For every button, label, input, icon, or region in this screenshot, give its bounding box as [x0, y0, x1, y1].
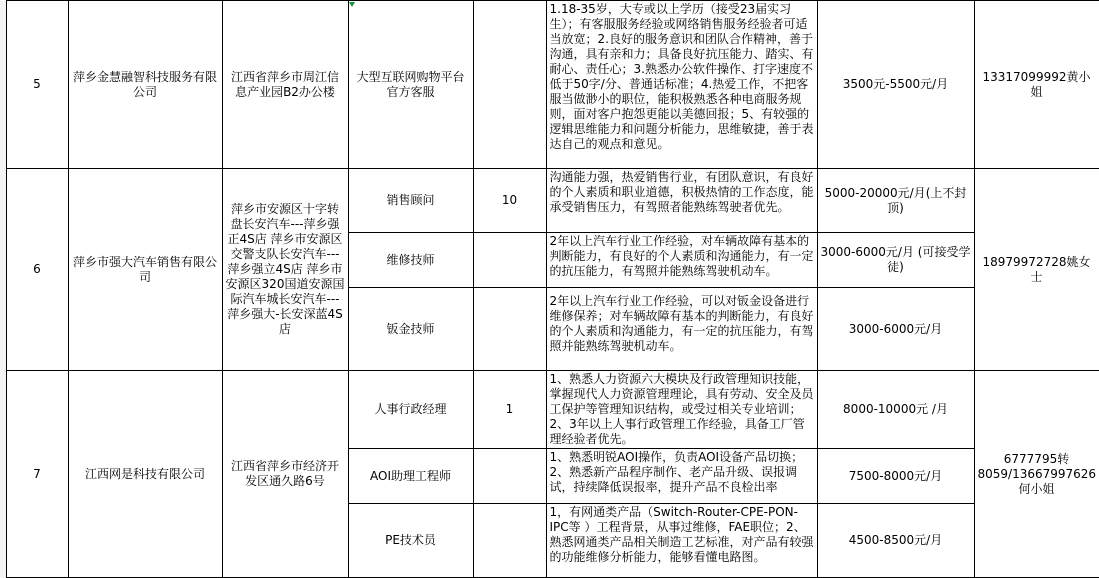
job-count-cell[interactable]	[473, 288, 546, 371]
requirement-text: 2年以上汽车行业工作经验，可以对钣金设备进行维修保养；对车辆故障有基本的判断能力，有良好的个人素质和沟通能力，有一定的抗压能力，有驾照并能熟练驾驶机动车。	[549, 294, 814, 353]
job-title-cell[interactable]: 维修技师	[348, 233, 473, 288]
company-cell[interactable]: 萍乡金慧融智科技服务有限公司	[68, 1, 222, 169]
table-row	[0, 371, 1099, 449]
requirement-cell[interactable]	[546, 371, 817, 449]
contact-cell[interactable]: 13317099992黄小姐	[974, 1, 1099, 169]
salary-cell[interactable]: 4500-8500元/月	[817, 504, 974, 578]
table-row	[0, 1, 1099, 169]
row-number-cell[interactable]: 5	[6, 1, 68, 169]
job-title-cell[interactable]: 钣金技师	[348, 288, 473, 371]
salary-cell[interactable]: 3000-6000元/月 (可接受学徒)	[817, 233, 974, 288]
salary-cell[interactable]: 8000-10000元 /月	[817, 371, 974, 449]
requirement-text: 2年以上汽车行业工作经验，对车辆故障有基本的判断能力，有良好的个人素质和沟通能力，有一定的抗压能力，有驾照并能熟练驾驶机动车。	[549, 233, 814, 278]
requirement-cell[interactable]	[546, 288, 817, 371]
job-count-cell[interactable]	[473, 504, 546, 578]
contact-cell[interactable]: 18979972728姚女士	[974, 169, 1099, 371]
salary-cell[interactable]: 7500-8000元/月	[817, 449, 974, 504]
requirement-cell[interactable]	[546, 169, 817, 233]
requirement-text: 1，有网通类产品（Switch-Router-CPE-PON-IPC等 ）工程背景，从事过维修，FAE职位；2、熟悉网通类产品相关制造工艺标准，对产品有较强的功能维修分析能力，能够看懂电路图。	[549, 504, 814, 564]
company-cell[interactable]: 江西网是科技有限公司	[68, 371, 222, 578]
requirement-text: 1.18-35岁，大专或以上学历（接受23届实习生）；有客服服务经验或网络销售服务经验者可适当放宽；2.良好的服务意识和团队合作精神，善于沟通，具有亲和力；具备良好抗压能力、踏实、有耐心、责任心；3.熟悉办公软件操作、打字速度不低于50字/分、普通话标准；4.热爱工作，不把客服当做渺小的职位，能积极熟悉各种电商服务规则，面对客户抱怨更能以美德回报；5、有较强的逻辑思维能力和问题分析能力，思维敏捷，善于表达自己的观点和意见。	[549, 1, 814, 151]
job-count-cell[interactable]	[473, 233, 546, 288]
job-count-cell[interactable]: 1	[473, 371, 546, 449]
address-cell[interactable]: 萍乡市安源区十字转盘长安汽车---萍乡强正4S店 萍乡市安源区交警支队长安汽车---萍乡强立4S店 萍乡市安源区320国道安源国际汽车城长安汽车---萍乡强大-长安深蓝4S店	[222, 169, 348, 371]
cell-comment-indicator-icon	[349, 2, 355, 7]
address-cell[interactable]: 江西省萍乡市经济开发区通久路6号	[222, 371, 348, 578]
row-number-cell[interactable]: 6	[6, 169, 68, 371]
job-count-cell[interactable]: 10	[473, 169, 546, 233]
requirement-text: 1、熟悉明锐AOI操作，负责AOI设备产品切换；2、熟悉新产品程序制作、老产品升级、误报调试，持续降低误报率，提升产品不良检出率	[549, 449, 804, 494]
company-cell[interactable]: 萍乡市强大汽车销售有限公司	[68, 169, 222, 371]
requirement-text: 1、熟悉人力资源六大模块及行政管理知识技能，掌握现代人力资源管理理论，具有劳动、安全及员工保护等管理知识结构，或受过相关专业培训；2、3年以上人事行政管理工作经验，具备工厂管理经验者优先。	[549, 371, 814, 446]
requirement-cell[interactable]	[546, 449, 817, 504]
job-title-cell[interactable]: AOI助理工程师	[348, 449, 473, 504]
table-row	[0, 169, 1099, 233]
salary-cell[interactable]: 3500元-5500元/月	[817, 1, 974, 169]
address-cell[interactable]: 江西省萍乡市周江信息产业园B2办公楼	[222, 1, 348, 169]
contact-cell[interactable]: 6777795转8059/13667997626何小姐	[974, 371, 1099, 578]
job-count-cell[interactable]	[473, 449, 546, 504]
requirement-text: 沟通能力强，热爱销售行业，有团队意识，有良好的个人素质和职业道德，积极热情的工作态度，能承受销售压力，有驾照者能熟练驾驶者优先。	[549, 169, 814, 214]
job-title-cell[interactable]: PE技术员	[348, 504, 473, 578]
job-title-cell[interactable]: 人事行政经理	[348, 371, 473, 449]
requirement-cell[interactable]	[546, 233, 817, 288]
requirement-cell[interactable]	[546, 504, 817, 578]
row-number-cell[interactable]: 7	[6, 371, 68, 578]
salary-cell[interactable]: 3000-6000元/月	[817, 288, 974, 371]
salary-cell[interactable]: 5000-20000元/月(上不封顶)	[817, 169, 974, 233]
requirement-cell[interactable]	[546, 1, 817, 169]
job-count-cell[interactable]	[473, 1, 546, 169]
job-title-cell[interactable]: 大型互联网购物平台官方客服	[348, 1, 473, 169]
job-title-cell[interactable]: 销售顾问	[348, 169, 473, 233]
